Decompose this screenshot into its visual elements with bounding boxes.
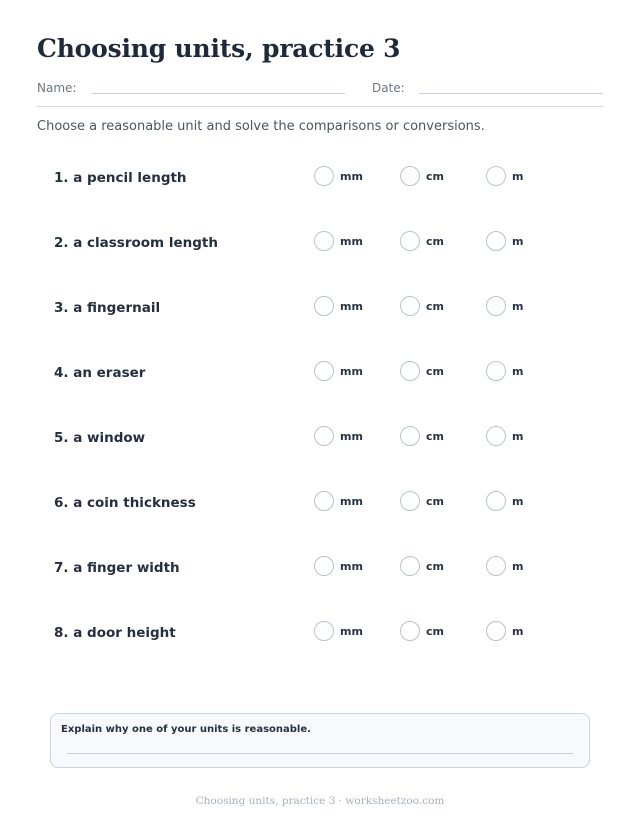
page-footer: Choosing units, practice 3 · worksheetzoo.com	[195, 795, 445, 807]
question-text: 8. a door height	[54, 625, 176, 641]
option-label: mm	[340, 235, 363, 248]
option-label: m	[512, 625, 524, 638]
option-label: m	[512, 430, 524, 443]
radio-button[interactable]	[486, 556, 506, 576]
name-date-row	[37, 80, 603, 107]
option-label: mm	[340, 170, 363, 183]
explanation-box	[50, 713, 590, 768]
radio-button[interactable]	[314, 621, 334, 641]
radio-button[interactable]	[486, 491, 506, 511]
option-label: cm	[426, 235, 444, 248]
question-text: 1. a pencil length	[54, 170, 187, 186]
explanation-prompt: Explain why one of your units is reasonable.	[61, 724, 311, 735]
date-field[interactable]	[419, 93, 603, 94]
question-text: 4. an eraser	[54, 365, 146, 381]
instructions: Choose a reasonable unit and solve the comparisons or conversions.	[37, 119, 485, 134]
question-text: 5. a window	[54, 430, 146, 446]
radio-button[interactable]	[486, 166, 506, 186]
option-label: cm	[426, 170, 444, 183]
option-label: m	[512, 365, 524, 378]
option-label: cm	[426, 300, 444, 313]
question-3	[54, 296, 574, 322]
radio-button[interactable]	[486, 361, 506, 381]
radio-button[interactable]	[314, 231, 334, 251]
radio-button[interactable]	[400, 361, 420, 381]
radio-button[interactable]	[314, 361, 334, 381]
question-1	[54, 166, 574, 192]
option-label: cm	[426, 365, 444, 378]
radio-button[interactable]	[400, 231, 420, 251]
option-label: mm	[340, 430, 363, 443]
option-label: mm	[340, 365, 363, 378]
option-label: cm	[426, 430, 444, 443]
option-label: mm	[340, 560, 363, 573]
option-label: m	[512, 560, 524, 573]
radio-button[interactable]	[400, 296, 420, 316]
worksheet-title: Choosing units, practice 3	[37, 34, 401, 63]
radio-button[interactable]	[400, 166, 420, 186]
radio-button[interactable]	[400, 426, 420, 446]
radio-button[interactable]	[314, 556, 334, 576]
question-2	[54, 231, 574, 257]
option-label: mm	[340, 625, 363, 638]
option-label: m	[512, 495, 524, 508]
radio-button[interactable]	[314, 166, 334, 186]
question-text: 3. a fingernail	[54, 300, 161, 316]
option-label: cm	[426, 495, 444, 508]
radio-button[interactable]	[486, 426, 506, 446]
radio-button[interactable]	[486, 231, 506, 251]
question-8	[54, 621, 574, 647]
question-4	[54, 361, 574, 387]
question-7	[54, 556, 574, 582]
radio-button[interactable]	[314, 296, 334, 316]
question-6	[54, 491, 574, 517]
question-5	[54, 426, 574, 452]
question-text: 6. a coin thickness	[54, 495, 196, 511]
radio-button[interactable]	[400, 621, 420, 641]
date-label: Date:	[372, 81, 405, 95]
explanation-answer-line[interactable]	[67, 753, 573, 754]
question-text: 7. a finger width	[54, 560, 180, 576]
radio-button[interactable]	[314, 426, 334, 446]
name-field[interactable]	[92, 93, 345, 94]
option-label: m	[512, 235, 524, 248]
name-label: Name:	[37, 81, 77, 95]
radio-button[interactable]	[314, 491, 334, 511]
question-text: 2. a classroom length	[54, 235, 218, 251]
radio-button[interactable]	[486, 621, 506, 641]
option-label: cm	[426, 560, 444, 573]
radio-button[interactable]	[400, 556, 420, 576]
option-label: m	[512, 170, 524, 183]
option-label: m	[512, 300, 524, 313]
radio-button[interactable]	[486, 296, 506, 316]
option-label: mm	[340, 300, 363, 313]
option-label: cm	[426, 625, 444, 638]
option-label: mm	[340, 495, 363, 508]
radio-button[interactable]	[400, 491, 420, 511]
